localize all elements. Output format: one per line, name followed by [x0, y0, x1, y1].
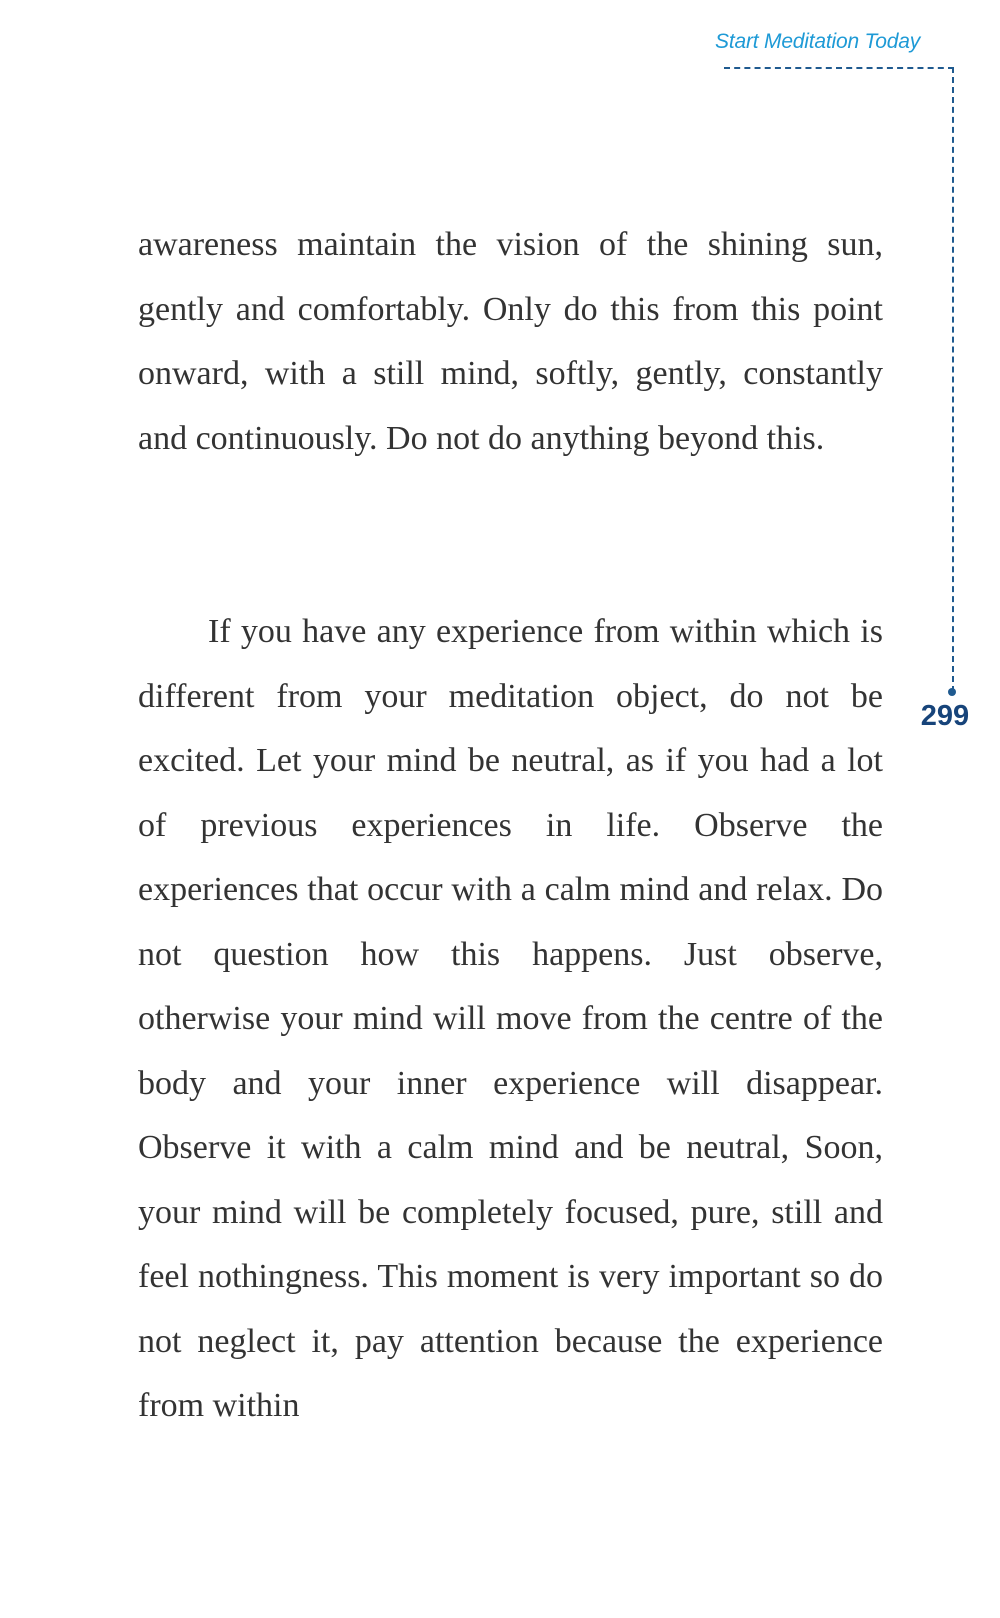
header-dashed-rule: [724, 67, 954, 69]
page-number: 299: [920, 700, 970, 732]
body-paragraph: If you have any experience from within which is different from your meditation object, do not be excited. Let your mind be neutral, as if you had a lot of previous experiences in life. Observe the experiences that occur with a calm mind and relax. Do not question how this happens. Just observe, otherwise your mind will move from the centre of the body and your inner experience will disappear. Observe it with a calm mind and be neutral, Soon, your mind will be completely focused, pure, still and feel nothingness. This moment is very important so do not neglect it, pay attention because the experience from within: [138, 613, 883, 1424]
page-marker-dot: [948, 688, 956, 696]
running-head-title: Start Meditation Today: [715, 30, 920, 53]
margin-dashed-rule: [952, 67, 954, 692]
body-paragraph: awareness maintain the vision of the shining sun, gently and comfortably. Only do this from this point onward, with a still mind, softly, gently, constantly and continuously. Do not do anything beyond this.: [138, 226, 883, 457]
